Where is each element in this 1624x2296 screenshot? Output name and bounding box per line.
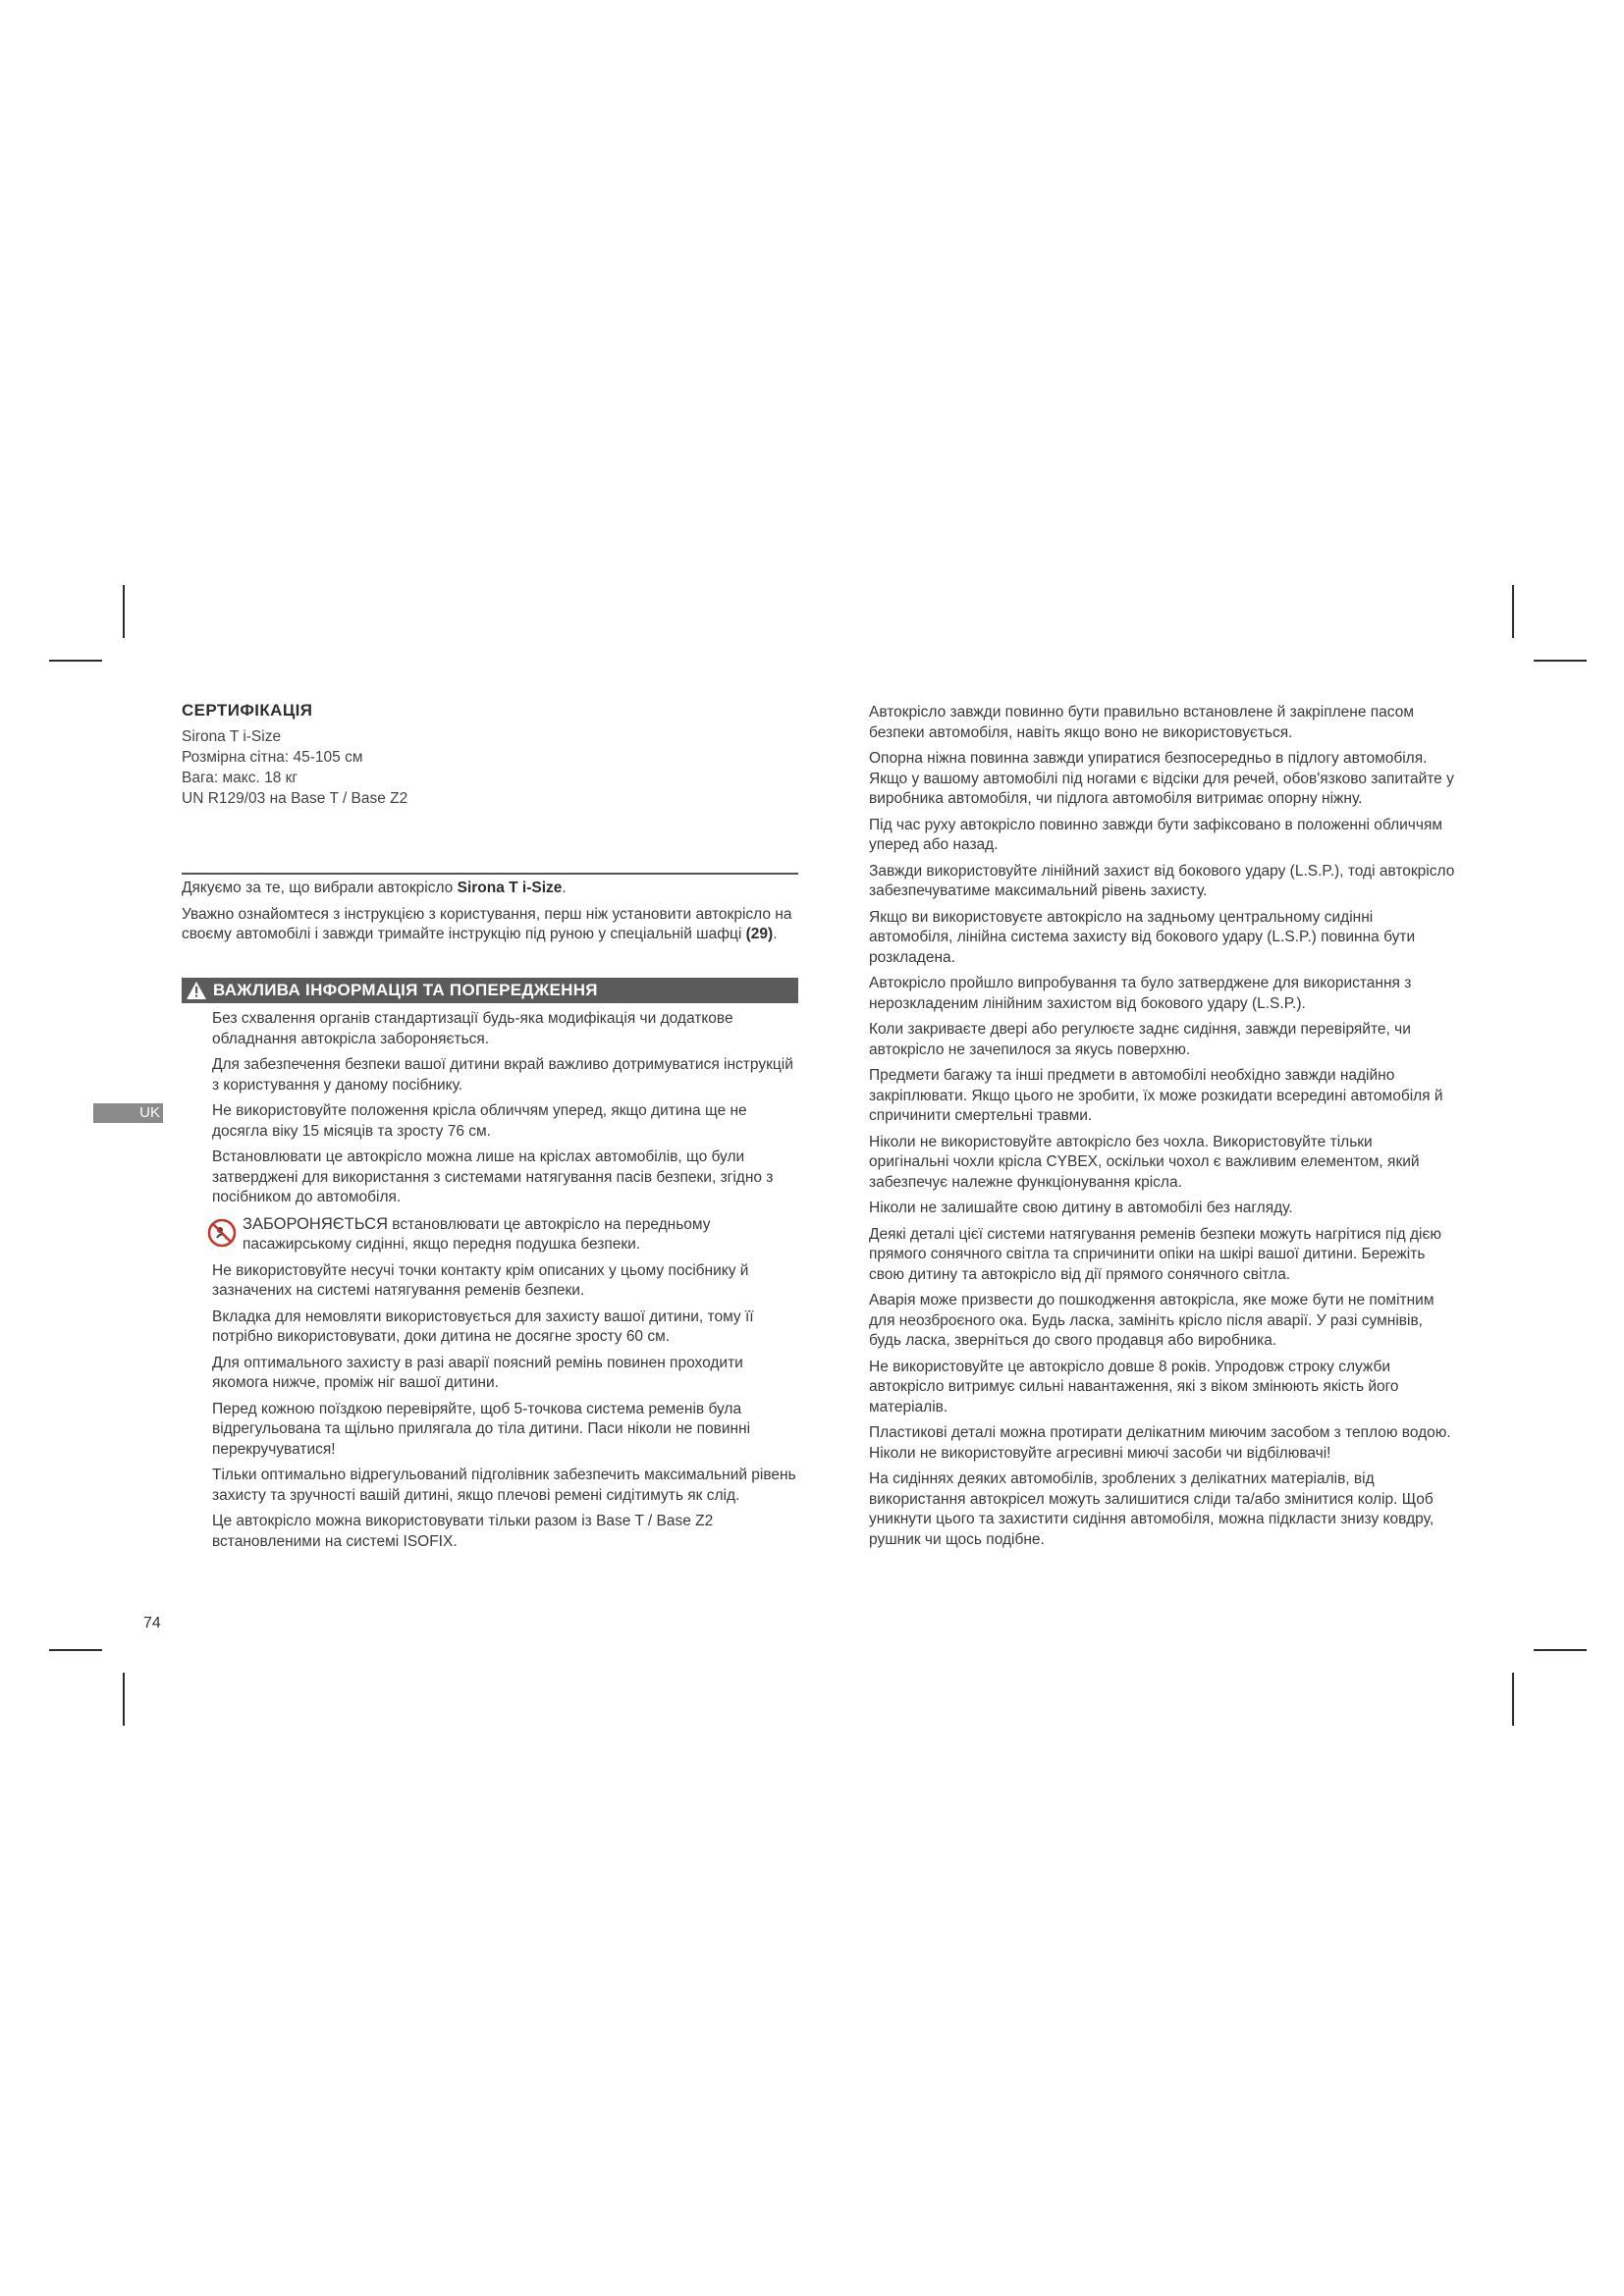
list-item: Перед кожною поїздкою перевіряйте, щоб 5-точкова система ременів була відрегульована та щільно прилягала до тіла дитини. Паси ніколи не повинні перекручуватися! xyxy=(212,1400,751,1458)
page-number: 74 xyxy=(143,1615,161,1631)
warning-list-left xyxy=(212,1009,798,1558)
list-item: Під час руху автокрісло повинно завжди бути зафіксовано в положенні обличчям уперед або назад. xyxy=(869,816,1442,853)
list-item: Автокрісло пройшло випробування та було затверджене для використання з нерозкладеним лінійним захистом від бокового удару (L.S.P.). xyxy=(869,975,1412,1012)
no-airbag-prohibited-icon xyxy=(207,1218,237,1248)
certification-weight: Вага: макс. 18 кг xyxy=(182,770,298,786)
section-divider xyxy=(182,873,798,875)
list-item: Пластикові деталі можна протирати делікатним миючим засобом з теплою водою. Ніколи не використовуйте агресивні миючі засоби чи відбілювачі! xyxy=(869,1424,1451,1462)
crop-mark-bottom-left-vertical xyxy=(123,1673,125,1726)
list-item: Без схвалення органів стандартизації будь-яка модифікація чи додаткове обладнання автокрісла забороняється. xyxy=(212,1010,733,1047)
language-tab: UK xyxy=(93,1103,163,1123)
list-item: Аварія може призвести до пошкодження автокрісла, яке може бути не помітним для неозброєного ока. Будь ласка, замініть крісло після аварії. У разі сумнівів, будь ласка, зверніться до свого продавця або виробника. xyxy=(869,1292,1435,1349)
warning-heading: ВАЖЛИВА ІНФОРМАЦІЯ ТА ПОПЕРЕДЖЕННЯ xyxy=(213,981,598,999)
prohibited-word: ЗАБОРОНЯЄТЬСЯ xyxy=(243,1214,388,1233)
list-item: Не використовуйте несучі точки контакту крім описаних у цьому посібнику й зазначених на системі натягування ременів безпеки. xyxy=(212,1261,749,1299)
warning-list-right xyxy=(869,703,1456,1556)
list-item: Деякі деталі цієї системи натягування ременів безпеки можуть нагрітися під дією прямого сонячного світла та спричинити опіки на шкірі вашої дитини. Бережіть свою дитину та автокрісло від дії прямого сонячного світла. xyxy=(869,1225,1442,1283)
certification-block xyxy=(182,701,798,809)
list-item: Тільки оптимально відрегульований підголівник забезпечить максимальний рівень захисту та зручності вашій дитині, якщо плечові ремені сидітимуть як слід. xyxy=(212,1467,796,1504)
list-item: Предмети багажу та інші предмети в автомобілі необхідно завжди надійно закріплювати. Якщо цього не зробити, їх може розкидати всередині автомобіля й спричинити смертельні травми. xyxy=(869,1067,1443,1124)
crop-mark-bottom-right-vertical xyxy=(1512,1673,1514,1726)
list-item: Опорна ніжна повинна завжди упиратися безпосередньо в підлогу автомобіля. Якщо у вашому автомобілі під ногами є відсіки для речей, обов'язково запитайте у виробника автомобіля, чи підлога автомобіля витримає опорну ніжну. xyxy=(869,750,1454,807)
list-item: Для забезпечення безпеки вашої дитини вкрай важливо дотримуватися інструкцій з користування у даному посібнику. xyxy=(212,1056,793,1094)
crop-mark-top-left-horizontal xyxy=(49,660,102,662)
intro-instructions: Уважно ознайомтеся з інструкцією з користування, перш ніж установити автокрісло на своєму автомобілі і завжди тримайте інструкцію під руною у спеціальній шафці (29). xyxy=(182,905,792,942)
certification-standard: UN R129/03 на Base T / Base Z2 xyxy=(182,790,408,807)
certification-title: СЕРТИФІКАЦІЯ xyxy=(182,701,313,720)
list-item: Завжди використовуйте лінійний захист від бокового удару (L.S.P.), тоді автокрісло забезпечуватиме максимальний рівень захисту. xyxy=(869,862,1455,899)
list-item: На сидіннях деяких автомобілів, зроблених з делікатних матеріалів, від використання автокрісел можуть залишитися сліди та/або змінитися колір. Щоб уникнути цього та захистити сидіння автомобіля, можна підкласти знизу ковдру, рушник чи щось подібне. xyxy=(869,1470,1435,1548)
crop-mark-bottom-right-horizontal xyxy=(1534,1649,1587,1651)
intro-thanks: Дякуємо за те, що вибрали автокрісло Sirona T i-Size. xyxy=(182,880,567,896)
list-item-prohibited xyxy=(207,1214,798,1255)
list-item: Встановлювати це автокрісло можна лише на кріслах автомобілів, що були затверджені для використання з системами натягування пасів безпеки, згідно з посібником до автомобіля. xyxy=(212,1148,774,1205)
crop-mark-top-left-vertical xyxy=(123,585,125,638)
crop-mark-top-right-horizontal xyxy=(1534,660,1587,662)
list-item: Не використовуйте положення крісла обличчям уперед, якщо дитина ще не досягла віку 15 місяців та зросту 76 см. xyxy=(212,1102,747,1140)
list-item: Ніколи не використовуйте автокрісло без чохла. Використовуйте тільки оригінальні чохли крісла CYBEX, оскільки чохол є важливим елементом, який забезпечує належне функціонування крісла. xyxy=(869,1133,1420,1191)
list-item: Вкладка для немовляти використовується для захисту вашої дитини, тому її потрібно використовувати, доки дитина не досягне зросту 60 см. xyxy=(212,1308,754,1345)
list-item: Це автокрісло можна використовувати тільки разом із Base T / Base Z2 встановленими на системі ISOFIX. xyxy=(212,1513,714,1550)
list-item: Не використовуйте це автокрісло довше 8 років. Упродовж строку служби автокрісло витримує сильні навантаження, які з віком змінюють якість його матеріалів. xyxy=(869,1358,1399,1415)
list-item: Автокрісло завжди повинно бути правильно встановлене й закріплене пасом безпеки автомобіля, навіть якщо воно не використовується. xyxy=(869,704,1414,741)
crop-mark-top-right-vertical xyxy=(1512,585,1514,638)
warning-triangle-icon xyxy=(186,981,207,1000)
list-item: Ніколи не залишайте свою дитину в автомобілі без нагляду. xyxy=(869,1200,1293,1216)
certification-size-range: Розмірна сітна: 45-105 см xyxy=(182,749,363,766)
list-item: Якщо ви використовуєте автокрісло на задньому центральному сидінні автомобіля, лінійна система захисту від бокового удару (L.S.P.) повинна бути розкладена. xyxy=(869,908,1416,966)
certification-model: Sirona T i-Size xyxy=(182,728,282,745)
crop-mark-bottom-left-horizontal xyxy=(49,1649,102,1651)
intro-text xyxy=(182,879,798,951)
warning-heading-bar xyxy=(182,978,798,1003)
list-item: Коли закриваєте двері або регулюєте заднє сидіння, завжди перевіряйте, чи автокрісло не зачепилося за якусь поверхню. xyxy=(869,1021,1411,1058)
list-item: Для оптимального захисту в разі аварії поясний ремінь повинен проходити якомога нижче, проміж ніг вашої дитини. xyxy=(212,1354,743,1391)
prohibited-text: встановлювати це автокрісло на передньому пасажирському сидінні, якщо передня подушка безпеки. xyxy=(243,1215,711,1253)
